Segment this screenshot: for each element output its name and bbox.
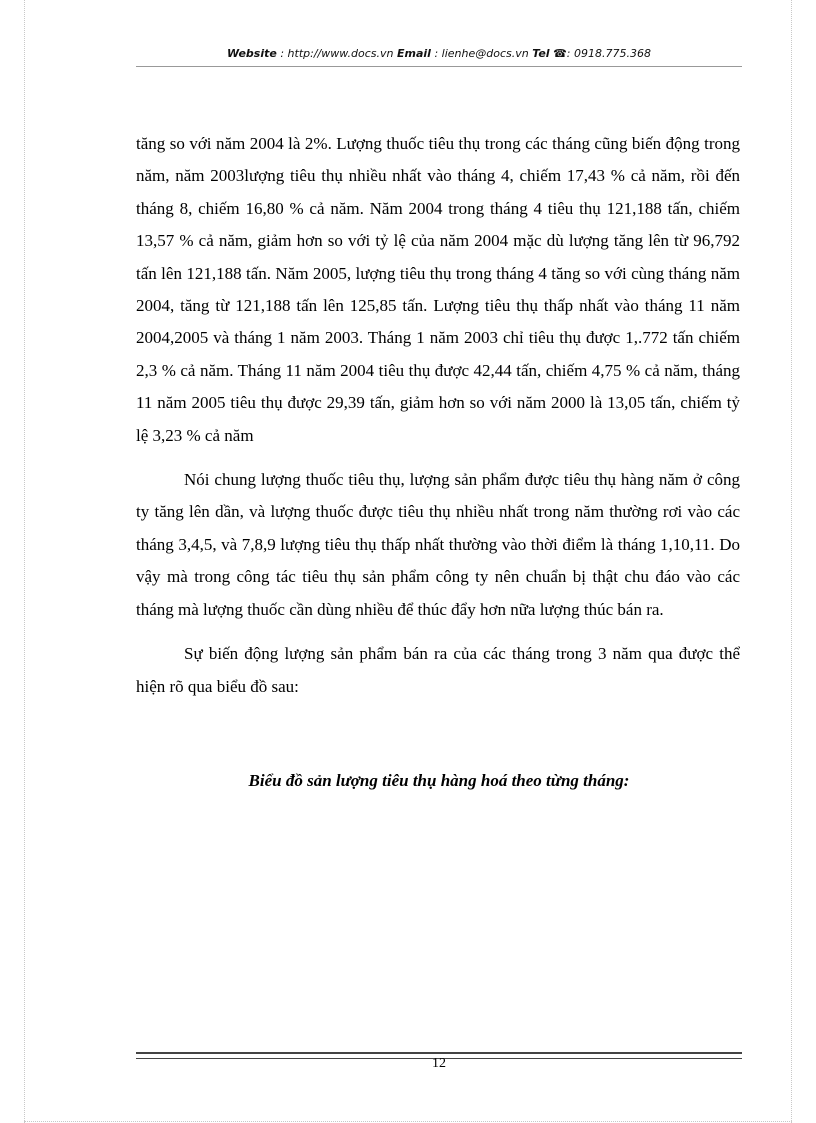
- website-label: Website: [227, 47, 277, 60]
- page-header: [136, 47, 742, 60]
- email-value: : lienhe@docs.vn: [430, 47, 533, 60]
- chart-caption: Biểu đồ sản lượng tiêu thụ hàng hoá theo từng tháng:: [248, 771, 630, 790]
- paragraph-2: Nói chung lượng thuốc tiêu thụ, lượng sản phẩm được tiêu thụ hàng năm ở công ty tăng lên dần, và lượng thuốc được tiêu thụ nhiều nhất trong năm thường rơi vào các tháng 3,4,5, và 7,8,9 lượng tiêu thụ thấp nhất thường vào thời điểm là tháng 1,10,11. Do vậy mà trong công tác tiêu thụ sản phẩm công ty nên chuẩn bị thật chu đáo vào các tháng mà lượng thuốc cần dùng nhiều để thúc đẩy hơn nữa lượng thúc bán ra.: [136, 470, 740, 619]
- website-value: : http://www.docs.vn: [276, 47, 398, 60]
- document-body: [136, 128, 740, 703]
- header-rule: [136, 66, 742, 67]
- email-label: Email: [397, 47, 431, 60]
- page-number: 12: [432, 1056, 446, 1071]
- phone-icon: ☎: [553, 47, 567, 60]
- paragraph-3: Sự biến động lượng sản phẩm bán ra của các tháng trong 3 năm qua được thể hiện rõ qua biểu đồ sau:: [136, 644, 740, 696]
- paragraph-1: tăng so với năm 2004 là 2%. Lượng thuốc tiêu thụ trong các tháng cũng biến động trong năm, năm 2003lượng tiêu thụ nhiều nhất vào tháng 4, chiếm 17,43 % cả năm, rồi đến tháng 8, chiếm 16,80 % cả năm. Năm 2004 trong tháng 4 tiêu thụ 121,188 tấn, chiếm 13,57 % cả năm, giảm hơn so với tỷ lệ của năm 2004 mặc dù lượng tăng lên từ 96,792 tấn lên 121,188 tấn. Năm 2005, lượng tiêu thụ trong tháng 4 tăng so với cùng tháng năm 2004, tăng từ 121,188 tấn lên 125,85 tấn. Lượng tiêu thụ thấp nhất vào tháng 11 năm 2004,2005 và tháng 1 năm 2003. Tháng 1 năm 2003 chỉ tiêu thụ được 1,.772 tấn chiếm 2,3 % cả năm. Tháng 11 năm 2004 tiêu thụ được 42,44 tấn, chiếm 4,75 % cả năm, tháng 11 năm 2005 tiêu thụ được 29,39 tấn, giảm hơn so với năm 2000 là 13,05 tấn, chiếm tỷ lệ 3,23 % cả năm: [136, 134, 740, 445]
- page-bottom-edge: [24, 1121, 792, 1122]
- tel-value: : 0918.775.368: [566, 47, 651, 60]
- tel-label: Tel: [532, 47, 550, 60]
